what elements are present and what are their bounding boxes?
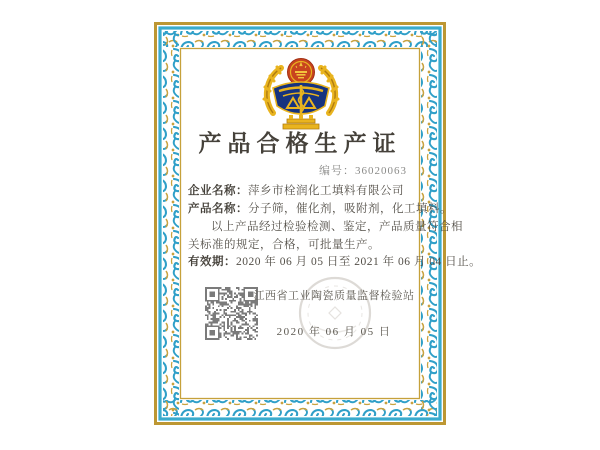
issuer-name: 江西省工业陶瓷质量监督检验站 [253,290,415,302]
certificate-title: 产品合格生产证 [198,131,402,156]
product-name-line [188,200,452,218]
product-name-label: 产品名称： [188,203,248,215]
company-name-value: 萍乡市栓润化工填料有限公司 [248,185,404,197]
product-name-value: 分子筛，催化剂，吸附剂，化工填料。 [248,203,452,215]
statement-line-2: 关标准的规定，合格，可批量生产。 [188,239,380,251]
serial-label: 编号： [319,165,355,177]
quality-supervision-emblem-icon [259,55,343,135]
company-name-label: 企业名称： [188,185,248,197]
validity-value: 2020 年 06 月 05 日至 2021 年 06 月 04 日止。 [236,256,482,268]
company-name-line [188,182,414,200]
serial-number-line [154,162,407,178]
issue-date: 2020 年 06 月 05 日 [276,326,392,338]
serial-value: 36020063 [355,165,407,177]
validity-line [188,253,482,271]
validity-label: 有效期： [188,256,236,268]
statement-line-1: 以上产品经过检验检测、鉴定，产品质量符合相 [211,221,463,233]
